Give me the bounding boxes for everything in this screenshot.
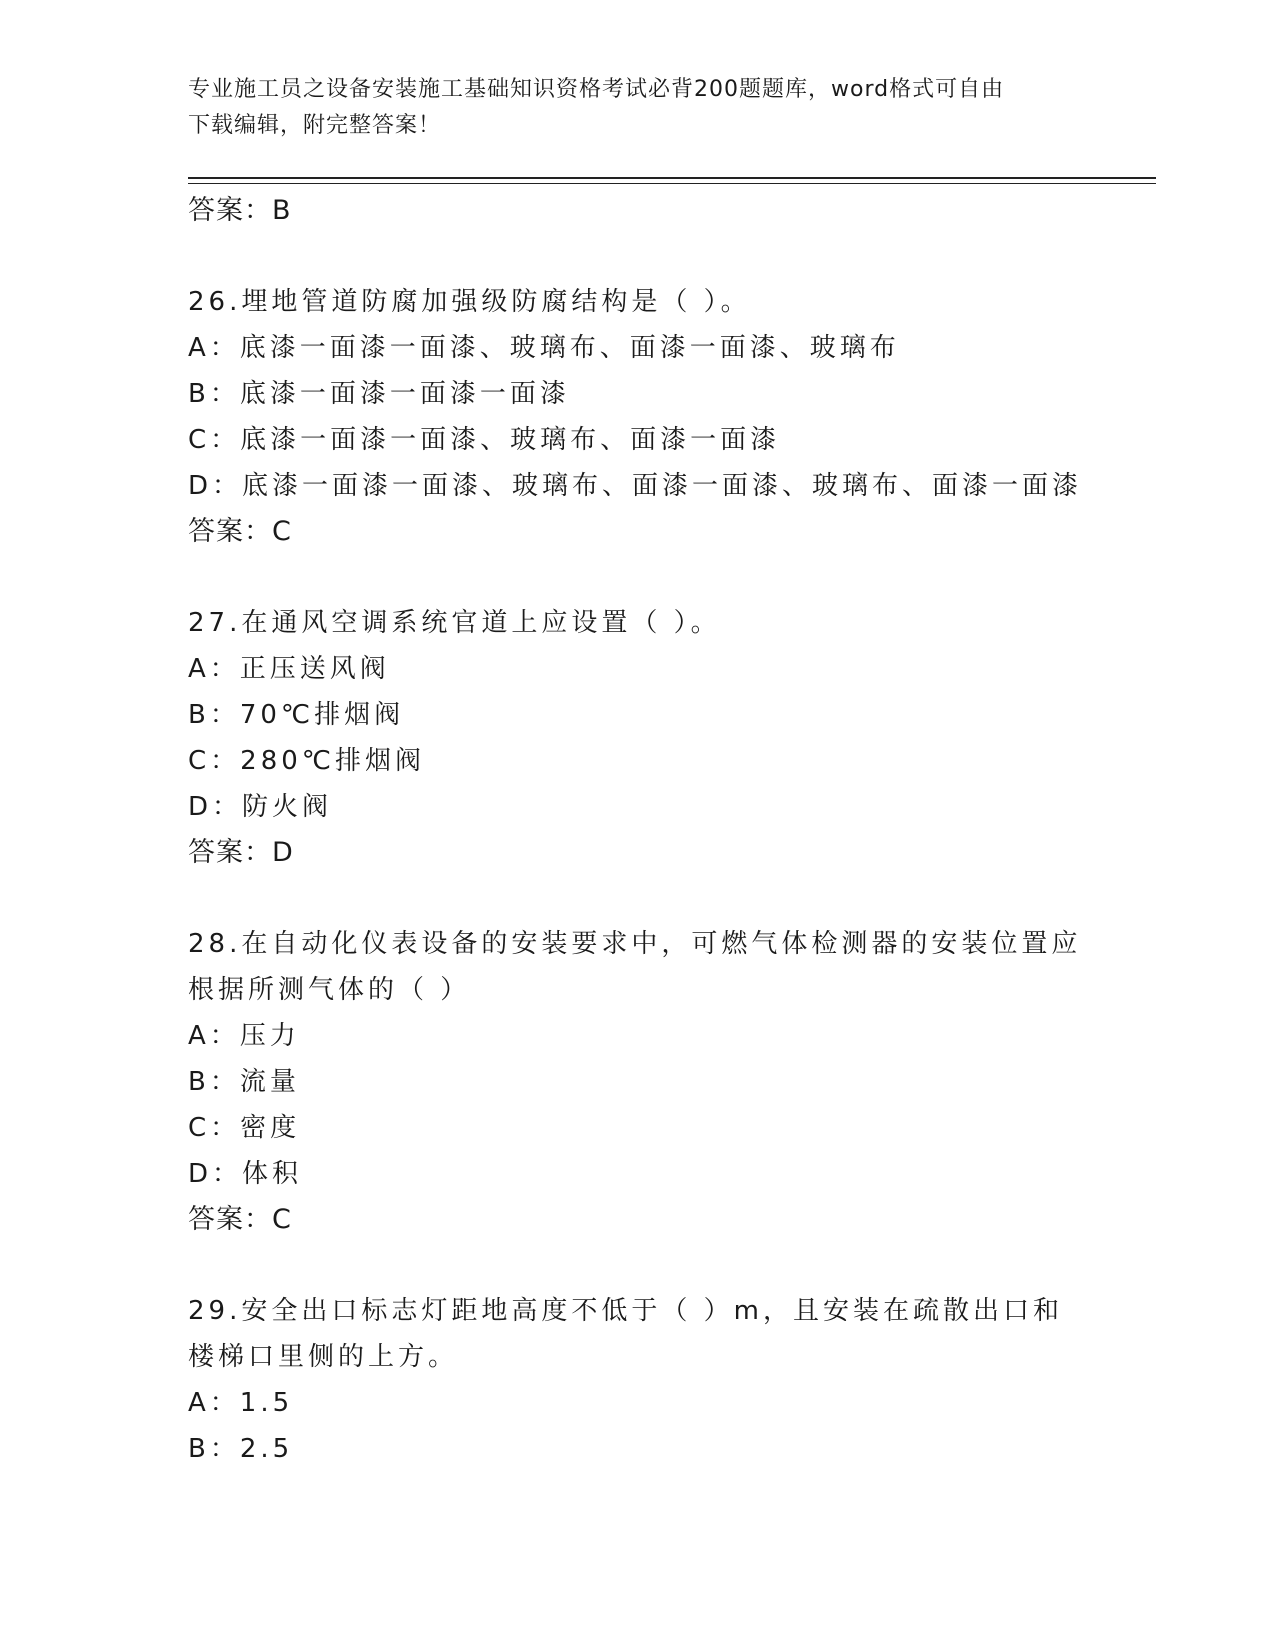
- option-a: A：底漆一面漆一面漆、玻璃布、面漆一面漆、玻璃布: [188, 333, 900, 363]
- option-b: B：2.5: [188, 1434, 294, 1464]
- header-divider-thick: [188, 177, 1156, 179]
- question-text: 27.在通风空调系统官道上应设置（ ）。: [188, 608, 721, 638]
- question-text: 28.在自动化仪表设备的安装要求中，可燃气体检测器的安装位置应根据所测气体的（ ）: [188, 929, 1082, 1005]
- option-c: C：280℃排烟阀: [188, 746, 425, 776]
- answer-line: 答案：C: [188, 1204, 292, 1235]
- option-a: A：1.5: [188, 1388, 294, 1418]
- option-d: D：底漆一面漆一面漆、玻璃布、面漆一面漆、玻璃布、面漆一面漆: [188, 471, 1083, 501]
- option-c: C：密度: [188, 1113, 301, 1143]
- answer-line: 答案：C: [188, 516, 292, 547]
- question-list: [188, 188, 1088, 1472]
- header-line-2: 下载编辑，附完整答案！: [188, 113, 442, 138]
- option-b: B：70℃排烟阀: [188, 700, 405, 730]
- header-divider-thin: [188, 183, 1156, 184]
- question-text: 29.安全出口标志灯距地高度不低于（ ）m，且安装在疏散出口和楼梯口里侧的上方。: [188, 1296, 1063, 1372]
- option-d: D：体积: [188, 1159, 303, 1189]
- option-b: B：底漆一面漆一面漆一面漆: [188, 379, 570, 409]
- question-block: [188, 921, 1088, 1243]
- header-line-1: 专业施工员之设备安装施工基础知识资格考试必背200题题库，word格式可自由: [188, 77, 1005, 102]
- question-block: [188, 1288, 1088, 1472]
- option-d: D：防火阀: [188, 792, 333, 822]
- question-block: [188, 600, 1088, 876]
- option-a: A：压力: [188, 1021, 300, 1051]
- option-a: A：正压送风阀: [188, 654, 390, 684]
- option-b: B：流量: [188, 1067, 300, 1097]
- answer-line: 答案：B: [188, 195, 292, 226]
- question-block: [188, 279, 1088, 555]
- option-c: C：底漆一面漆一面漆、玻璃布、面漆一面漆: [188, 425, 781, 455]
- answer-line: 答案：D: [188, 837, 294, 868]
- question-text: 26.埋地管道防腐加强级防腐结构是（ ）。: [188, 287, 751, 317]
- document-header: [188, 72, 1088, 144]
